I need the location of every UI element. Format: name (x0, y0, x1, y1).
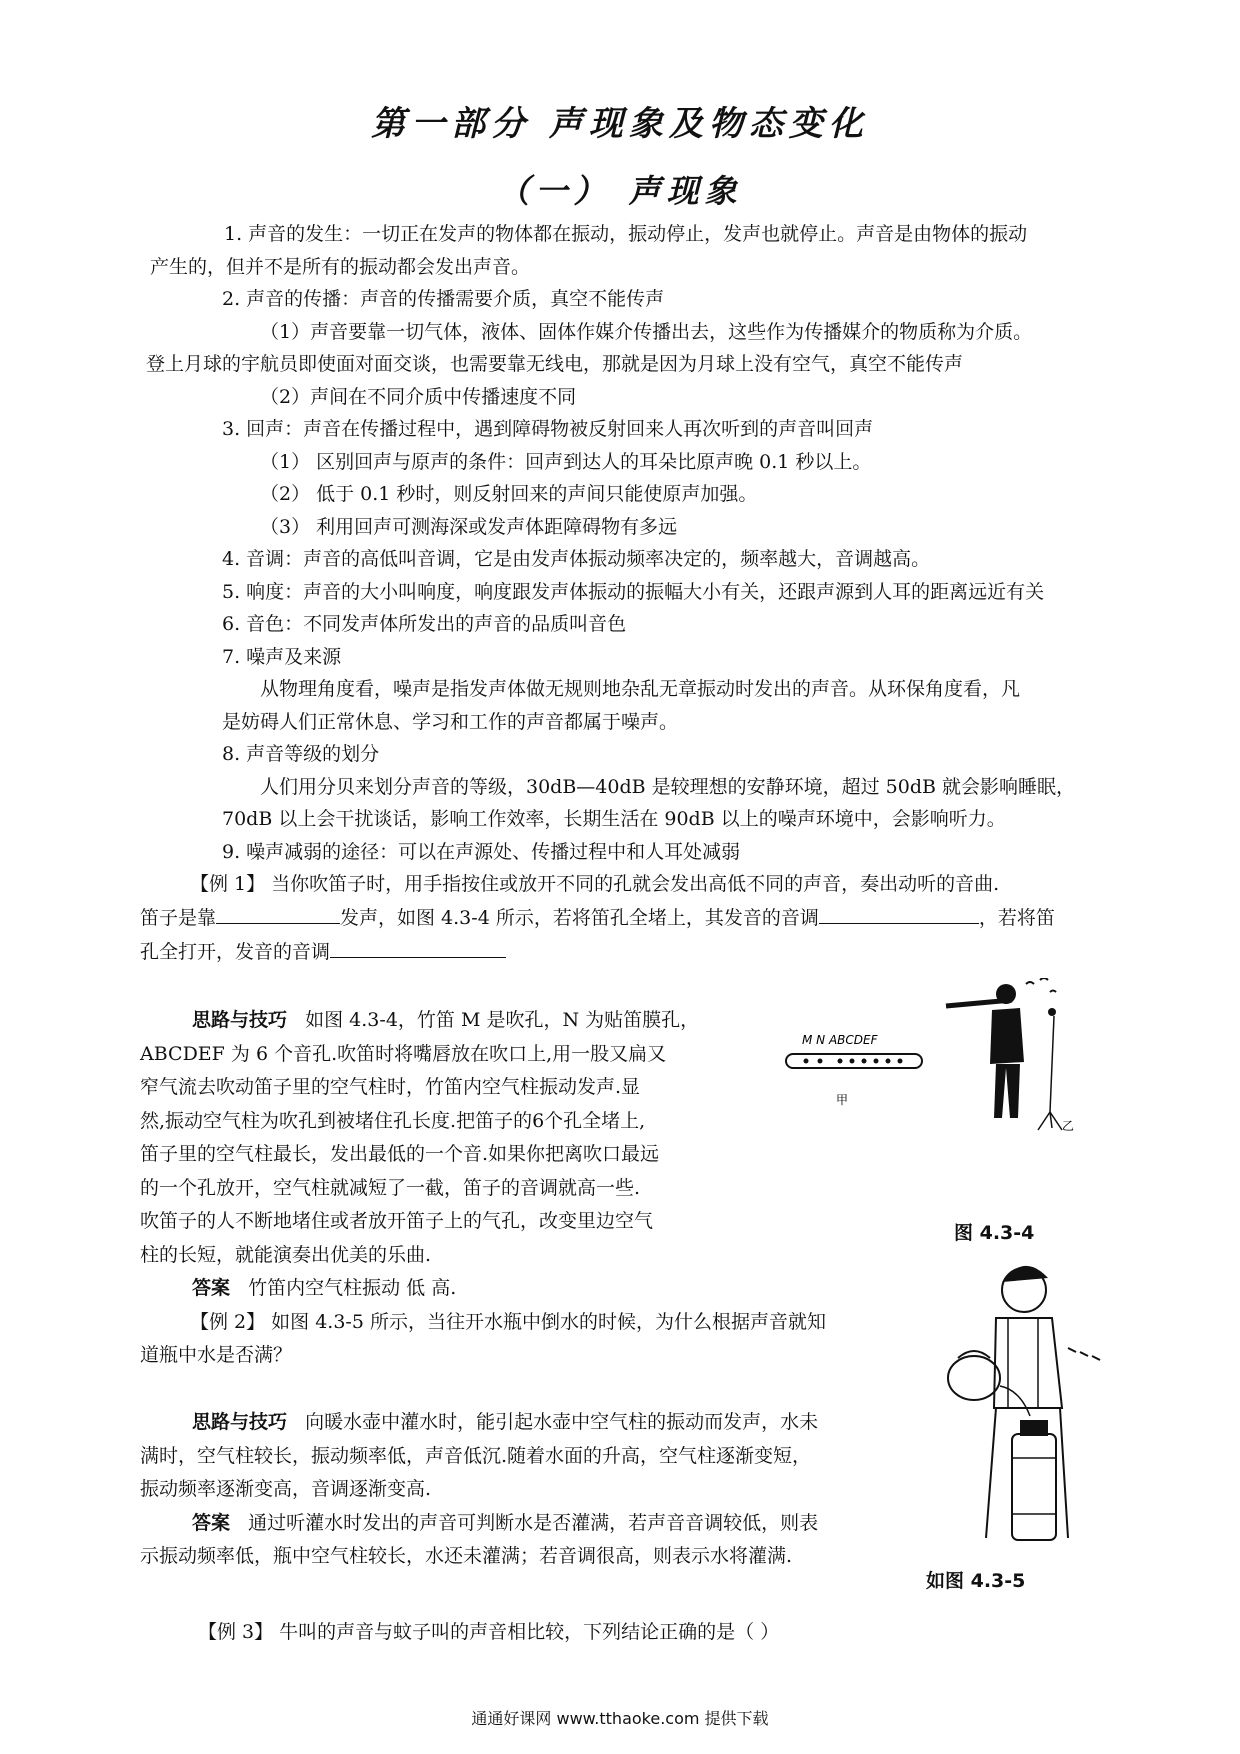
paragraph: 6. 音色：不同发声体所发出的声音的品质叫音色 (222, 613, 627, 635)
mic-stand (1050, 1016, 1054, 1112)
player-head (996, 984, 1016, 1004)
section-title: （一） 声现象 (497, 172, 743, 210)
example-2-question: 【例 2】 如图 4.3-5 所示，当往开水瓶中倒水的时候，为什么根据声音就知 (190, 1311, 826, 1333)
flute-hole (818, 1059, 823, 1064)
text: ，若将笛 (978, 907, 1055, 929)
example-1-solution (140, 1004, 780, 1306)
flute-hole (850, 1059, 855, 1064)
flute-hole (886, 1059, 891, 1064)
paragraph: 2. 声音的传播：声音的传播需要介质，真空不能传声 (222, 288, 665, 310)
flute-player-illustration (944, 978, 1074, 1134)
flute-hole (874, 1059, 879, 1064)
paragraph: 振动频率逐渐变高，音调逐渐变高. (140, 1478, 432, 1500)
paragraph: ABCDEF 为 6 个音孔.吹笛时将嘴唇放在吹口上,用一股又扁又 (140, 1042, 667, 1065)
music-notes-icon (1026, 978, 1056, 992)
text: 孔全打开，发音的音调 (140, 941, 331, 963)
label-answer: 答案 (192, 1511, 231, 1534)
flute-hole (838, 1059, 843, 1064)
paragraph: 道瓶中水是否满？ (140, 1344, 293, 1366)
sound-waves-icon (1068, 1348, 1100, 1360)
paragraph: 从物理角度看，噪声是指发声体做无规则地杂乱无章振动时发出的声音。从环保角度看，凡 (260, 678, 1021, 700)
thermos-cap (1020, 1420, 1048, 1436)
player-legs (994, 1064, 1020, 1118)
label-thinking: 思路与技巧 (192, 1411, 288, 1433)
example-3 (198, 1616, 998, 1648)
example-1-question: 【例 1】 当你吹笛子时，用手指按住或放开不同的孔就会发出高低不同的声音，奏出动听的音曲. (190, 873, 1000, 895)
paragraph: （1） 区别回声与原声的条件：回声到达人的耳朵比原声晚 0.1 秒以上。 (260, 450, 872, 473)
text: 笛子是靠 (140, 907, 217, 929)
paragraph: （2）声间在不同介质中传播速度不同 (260, 385, 577, 408)
paragraph: 是妨碍人们正常休息、学习和工作的声音都属于噪声。 (222, 710, 679, 733)
paragraph: （2） 低于 0.1 秒时，则反射回来的声间只能使原声加强。 (260, 483, 758, 505)
flute-hole (804, 1059, 809, 1064)
label-answer: 答案 (192, 1277, 231, 1299)
paragraph: （1）声音要靠一切气体，液体、固体作媒介传播出去，这些作为传播媒介的物质称为介质。 (260, 320, 1033, 343)
figure-caption-4-3-5: 如图 4.3-5 (926, 1570, 1026, 1592)
paragraph: 然,振动空气柱为吹孔到被堵住孔长度.把笛子的6个孔全堵上, (140, 1109, 646, 1132)
text: 发声，如图 4.3-4 所示，若将笛孔全堵上，其发音的音调 (340, 907, 819, 929)
boy-body (994, 1318, 1062, 1408)
paragraph: 吹笛子的人不断地堵住或者放开笛子上的气孔，改变里边空气 (140, 1210, 654, 1232)
paragraph: 4. 音调：声音的高低叫音调，它是由发声体振动频率决定的，频率越大，音调越高。 (222, 548, 931, 570)
text: 竹笛内空气柱振动 低 高. (248, 1277, 457, 1299)
example-1 (140, 868, 1160, 969)
flute-hole-labels: M N ABCDEF (802, 1033, 878, 1047)
paragraph: 满时，空气柱较长，振动频率低，声音低沉.随着水面的升高，空气柱逐渐变短， (140, 1444, 812, 1467)
paragraph: 的一个孔放开，空气柱就减短了一截，笛子的音调就高一些. (140, 1176, 641, 1199)
figure-label-a: 甲 (836, 1093, 849, 1107)
answer-blank[interactable] (819, 901, 979, 924)
water-stream (1000, 1386, 1030, 1416)
example-2-solution (140, 1406, 960, 1574)
microphone-icon (1048, 1008, 1056, 1016)
figure-label-b: 乙 (1062, 1119, 1074, 1133)
thermos-bands (1012, 1458, 1056, 1514)
player-body (990, 1008, 1024, 1064)
overall-straps (1008, 1318, 1038, 1408)
flute-hole (862, 1059, 867, 1064)
example-1-question-line (140, 901, 1160, 935)
page-title: 第一部分 声现象及物态变化 (371, 104, 869, 144)
flute-diagram (782, 1028, 938, 1112)
example-3-question: 【例 3】 牛叫的声音与蚊子叫的声音相比较，下列结论正确的是（ ） (198, 1621, 780, 1643)
boy-pouring-water-illustration (938, 1258, 1118, 1558)
example-2 (140, 1306, 960, 1372)
paragraph: （3） 利用回声可测海深或发声体距障碍物有多远 (260, 515, 678, 538)
page-footer: 通通好课网 www.tthaoke.com 提供下载 (471, 1709, 769, 1728)
main-text (146, 218, 1160, 868)
kettle-icon (948, 1356, 1000, 1400)
paragraph: 人们用分贝来划分声音的等级，30dB—40dB 是较理想的安静环境，超过 50dB 就会影响睡眠， (260, 775, 1076, 798)
paragraph: 柱的长短，就能演奏出优美的乐曲. (140, 1243, 432, 1266)
answer-blank[interactable] (330, 935, 506, 958)
paragraph: 笛子里的空气柱最长，发出最低的一个音.如果你把离吹口最远 (140, 1143, 660, 1165)
text: 向暖水壶中灌水时，能引起水壶中空气柱的振动而发声，水未 (305, 1411, 819, 1433)
mic-stand-legs (1038, 1112, 1062, 1130)
flute-hole (898, 1059, 903, 1064)
paragraph: 示振动频率低，瓶中空气柱较长，水还未灌满；若音调很高，则表示水将灌满. (140, 1545, 793, 1567)
paragraph: 7. 噪声及来源 (222, 645, 342, 668)
text: 通过听灌水时发出的声音可判断水是否灌满，若声音音调较低，则表 (248, 1511, 819, 1534)
example-1-question-line (140, 935, 1160, 969)
answer-blank[interactable] (216, 901, 340, 924)
paragraph: 登上月球的宇航员即使面对面交谈，也需要靠无线电，那就是因为月球上没有空气，真空不能传声 (146, 353, 964, 375)
paragraph: 1. 声音的发生：一切正在发声的物体都在振动，振动停止，发声也就停止。声音是由物体的振动 (224, 223, 1028, 245)
label-thinking: 思路与技巧 (192, 1009, 288, 1031)
paragraph: 产生的，但并不是所有的振动都会发出声音。 (150, 255, 531, 278)
text: 如图 4.3-4，竹笛 M 是吹孔，N 为贴笛膜孔， (305, 1009, 700, 1031)
paragraph: 8. 声音等级的划分 (222, 743, 380, 765)
paragraph: 70dB 以上会干扰谈话，影响工作效率，长期生活在 90dB 以上的噪声环境中，会影响听力。 (222, 808, 1006, 830)
figure-caption-4-3-4: 图 4.3-4 (954, 1222, 1035, 1244)
paragraph: 5. 响度：声音的大小叫响度，响度跟发声体振动的振幅大小有关，还跟声源到人耳的距离远近有关 (222, 580, 1045, 603)
paragraph: 窄气流去吹动笛子里的空气柱时，竹笛内空气柱振动发声.显 (140, 1076, 641, 1098)
paragraph: 9. 噪声减弱的途径：可以在声源处、传播过程中和人耳处减弱 (222, 840, 741, 863)
paragraph: 3. 回声：声音在传播过程中，遇到障碍物被反射回来人再次听到的声音叫回声 (222, 418, 874, 440)
thermos-bottle-icon (1012, 1434, 1056, 1540)
